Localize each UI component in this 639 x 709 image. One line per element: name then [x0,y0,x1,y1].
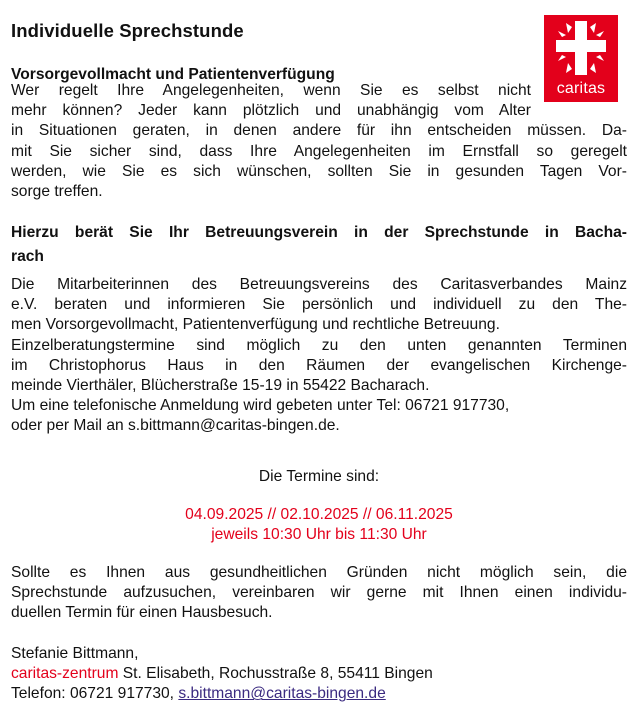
intro-line: sorge treffen. [11,183,103,201]
page-title: Individuelle Sprechstunde [11,20,244,41]
intro-line: Wer regelt Ihre Angelegenheiten, wenn Sie es selbst nicht [11,82,531,99]
contact-address [11,664,627,684]
section-heading-line: rach [11,247,44,265]
contact-phone-mail [11,684,627,704]
logo-wordmark: caritas [556,80,606,97]
info-line: men Vorsorgevollmacht, Patientenverfügung und rechtliche Betreuung. [11,316,500,334]
intro-paragraph [11,81,627,202]
org-name: caritas-zentrum [11,665,119,683]
contact-name: Stefanie Bittmann, [11,645,139,662]
intro-line: mit Sie sicher sind, dass Ihre Angelegenheiten im Ernstfall so geregelt [11,142,627,160]
intro-line: werden, wie Sie es sich wünschen, sollten Sie in gesunden Tagen Vor- [11,162,627,180]
phone-text: Telefon: 06721 917730, [11,685,179,703]
signature-block [11,644,627,705]
info-line: Um eine telefonische Anmeldung wird gebeten unter Tel: 06721 917730, [11,397,510,415]
termine-heading: Die Termine sind: [258,468,380,485]
info-paragraph [11,275,627,437]
time-line: jeweils 10:30 Uhr bis 11:30 Uhr [211,526,427,544]
intro-line: in Situationen geraten, in denen andere für ihn entscheiden müssen. Da- [11,122,627,140]
intro-line: mehr können? Jeder kann plötzlich und unabhängig vom Alter [11,102,531,120]
email-link[interactable]: s.bittmann@caritas-bingen.de [178,685,386,703]
dates-block [11,505,627,545]
homevisit-line: Sollte es Ihnen aus gesundheitlichen Gründen nicht möglich sein, die [11,564,627,581]
info-line: Einzelberatungstermine sind möglich zu den unten genannten Terminen [11,336,627,354]
homevisit-line: Sprechstunde aufzusuchen, vereinbaren wir gerne mit Ihnen einen individu- [11,584,627,602]
info-line: oder per Mail an s.bittmann@caritas-bingen.de. [11,417,340,435]
homevisit-line: duellen Termin für einen Hausbesuch. [11,604,273,622]
info-line: e.V. beraten und informieren Sie persönlich und individuell zu den The- [11,296,627,314]
info-line: meinde Vierthäler, Blücherstraße 15-19 in 55422 Bacharach. [11,377,430,395]
section-heading-line: Hierzu berät Sie Ihr Betreuungsverein in der Sprechstunde in Bacha- [11,224,627,241]
subtitle: Vorsorgevollmacht und Patientenverfügung [11,66,335,83]
flame-cross-icon [544,15,618,81]
info-line: Die Mitarbeiterinnen des Betreuungsvereins des Caritasverbandes Mainz [11,276,627,293]
section-heading [11,221,627,268]
dates-line: 04.09.2025 // 02.10.2025 // 06.11.2025 [185,506,453,523]
org-address: St. Elisabeth, Rochusstraße 8, 55411 Bingen [118,665,433,683]
homevisit-paragraph [11,563,627,624]
info-line: im Christophorus Haus in den Räumen der evangelischen Kirchenge- [11,356,627,374]
